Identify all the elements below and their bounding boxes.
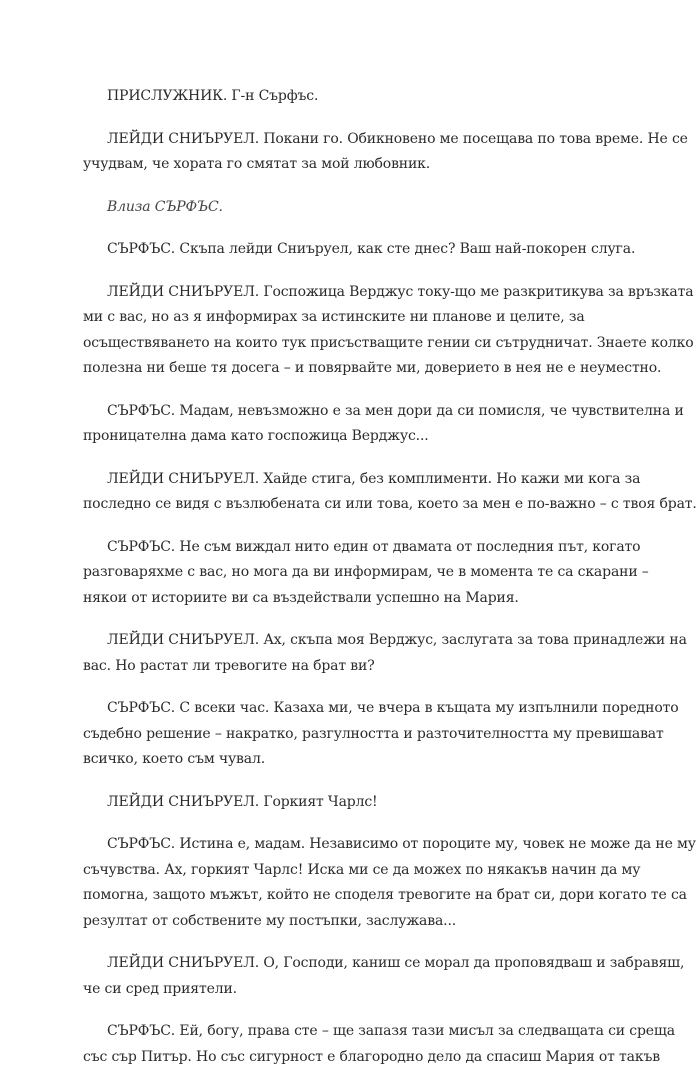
text-line: осъществяването на които тук присъстващите гении си сътрудничат. Знаете колко xyxy=(83,334,694,351)
text-line: разговаряхме с вас, но мога да ви информирам, че в момента те са скарани – xyxy=(83,564,649,580)
text-line: СЪРФЪС. Ей, богу, права сте – ще запазя тази мисъл за следващата си среща xyxy=(107,1023,675,1039)
dialogue-paragraph xyxy=(83,1019,675,1070)
text-line: някои от историите ви са въздействали успешно на Мария. xyxy=(83,589,519,606)
text-line: със сър Питър. Но със сигурност е благородно дело да спасиш Мария от такъв xyxy=(83,1048,660,1065)
dialogue-paragraph xyxy=(83,127,688,178)
dialogue-paragraph xyxy=(83,399,684,450)
text-line: ЛЕЙДИ СНИЪРУЕЛ. Госпожица Верджус току-що ме разкритикува за връзката xyxy=(107,283,694,300)
text-line: СЪРФЪС. Истина е, мадам. Независимо от пороците му, човек не може да не му xyxy=(107,836,696,852)
text-line: ЛЕЙДИ СНИЪРУЕЛ. Покани го. Обикновено ме посещава по това време. Не се xyxy=(107,130,688,147)
dialogue-paragraph xyxy=(83,951,685,1002)
dialogue-paragraph xyxy=(83,696,679,773)
text-line: СЪРФЪС. Не съм виждал нито един от двамата от последния път, когато xyxy=(107,538,641,555)
text-line: резултат от собствените му постъпки, заслужава... xyxy=(83,912,457,929)
text-line: проницателна дама като госпожица Верджус... xyxy=(83,428,429,444)
text-line: учудвам, че хората го смятат за мой любовник. xyxy=(83,156,431,172)
text-line: СЪРФЪС. Скъпа лейди Сниъруел, как сте днес? Ваш най-покорен слуга. xyxy=(107,241,636,257)
dialogue-paragraph xyxy=(83,832,696,934)
text-line: всичко, което съм чувал. xyxy=(83,751,266,767)
dialogue-paragraph xyxy=(83,790,623,816)
dialogue-paragraph xyxy=(83,237,636,263)
text-line: ЛЕЙДИ СНИЪРУЕЛ. Хайде стига, без комплименти. Но кажи ми кога за xyxy=(107,470,641,487)
text-line: СЪРФЪС. С всеки час. Казаха ми, че вчера в къщата му изпълнили поредното xyxy=(107,700,679,716)
text-line: полезна ни беше тя досега – и повярвайте ми, доверието в нея не е неуместно. xyxy=(83,360,662,376)
dialogue-paragraph xyxy=(83,84,623,110)
text-line: че си сред приятели. xyxy=(83,980,237,997)
text-line: ЛЕЙДИ СНИЪРУЕЛ. Ах, скъпа моя Верджус, заслугата за това принадлежи на xyxy=(107,632,687,648)
text-line: вас. Но растат ли тревогите на брат ви? xyxy=(83,657,375,674)
text-line: ЛЕЙДИ СНИЪРУЕЛ. О, Господи, каниш се морал да проповядваш и забравяш, xyxy=(107,955,685,971)
document-body xyxy=(83,84,697,1087)
text-line: последно се видя с възлюбената си или това, което за мен е по-важно – с твоя брат. xyxy=(83,496,697,512)
text-line: ми с вас, но аз я информирах за истинските ни планове и целите, за xyxy=(83,309,585,325)
dialogue-paragraph xyxy=(83,628,687,679)
dialogue-paragraph xyxy=(83,467,697,518)
text-line: СЪРФЪС. Мадам, невъзможно е за мен дори да си помисля, че чувствителна и xyxy=(107,402,684,419)
dialogue-paragraph xyxy=(83,535,649,612)
text-line: помогна, защото мъжът, който не споделя тревогите на брат си, дори когато те са xyxy=(83,887,687,903)
text-line: съчувства. Ах, горкият Чарлс! Иска ми се да можех по някакъв начин да му xyxy=(83,861,641,878)
text-line: Влиза СЪРФЪС. xyxy=(107,198,223,215)
dialogue-paragraph xyxy=(83,280,694,382)
text-line: ПРИСЛУЖНИК. Г-н Сърфъс. xyxy=(107,88,319,104)
stage-direction xyxy=(83,195,623,221)
text-line: ЛЕЙДИ СНИЪРУЕЛ. Горкият Чарлс! xyxy=(107,793,378,810)
text-line: съдебно решение – накратко, разгулността и разточителността му превишават xyxy=(83,725,664,742)
